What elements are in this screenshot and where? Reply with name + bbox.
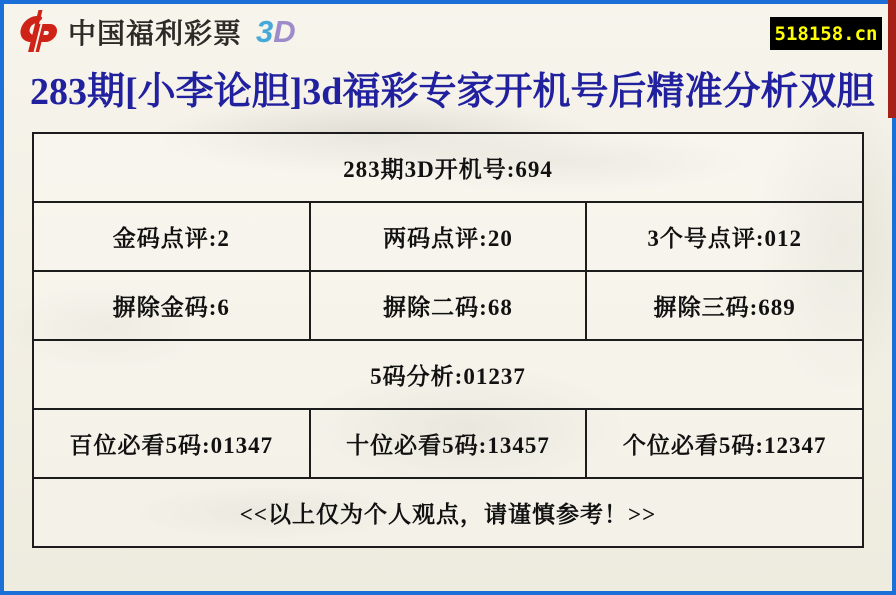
china-welfare-lottery-logo-icon [10, 8, 60, 56]
header [10, 6, 886, 58]
table-row [34, 201, 862, 270]
table-cell-exclude-three: 摒除三码:689 [585, 272, 862, 339]
prediction-table [32, 132, 864, 548]
table-cell-hundreds-five: 百位必看5码:01347 [69, 433, 274, 458]
table-cell-exclude-gold: 摒除金码:6 [112, 295, 230, 320]
table-cell-five-code-analysis: 5码分析:01237 [370, 364, 526, 389]
table-row [34, 339, 862, 408]
table-cell-two-codes: 两码点评:20 [309, 203, 586, 270]
brand-logo [10, 8, 296, 56]
table-cell-open-number: 283期3D开机号:694 [343, 157, 553, 182]
table-row [34, 270, 862, 339]
table-cell-exclude-two: 摒除二码:68 [309, 272, 586, 339]
right-red-accent-strip [888, 0, 896, 118]
table-cell-tens-five: 十位必看5码:13457 [309, 410, 586, 477]
brand-3d-label: 3D [256, 14, 296, 49]
brand-name: 中国福利彩票 [68, 18, 243, 49]
table-cell-units-five: 个位必看5码:12347 [585, 410, 862, 477]
table-cell-gold-code: 金码点评:2 [112, 226, 230, 251]
table-row [34, 408, 862, 477]
table-row [34, 134, 862, 201]
table-cell-disclaimer: <<以上仅为个人观点，请谨慎参考！>> [239, 502, 657, 527]
page-title: 283期[小李论胆]3d福彩专家开机号后精准分析双胆 [30, 71, 875, 113]
table-cell-three-numbers: 3个号点评:012 [585, 203, 862, 270]
site-url-badge[interactable]: 518158.cn [770, 17, 882, 50]
table-row [34, 477, 862, 546]
